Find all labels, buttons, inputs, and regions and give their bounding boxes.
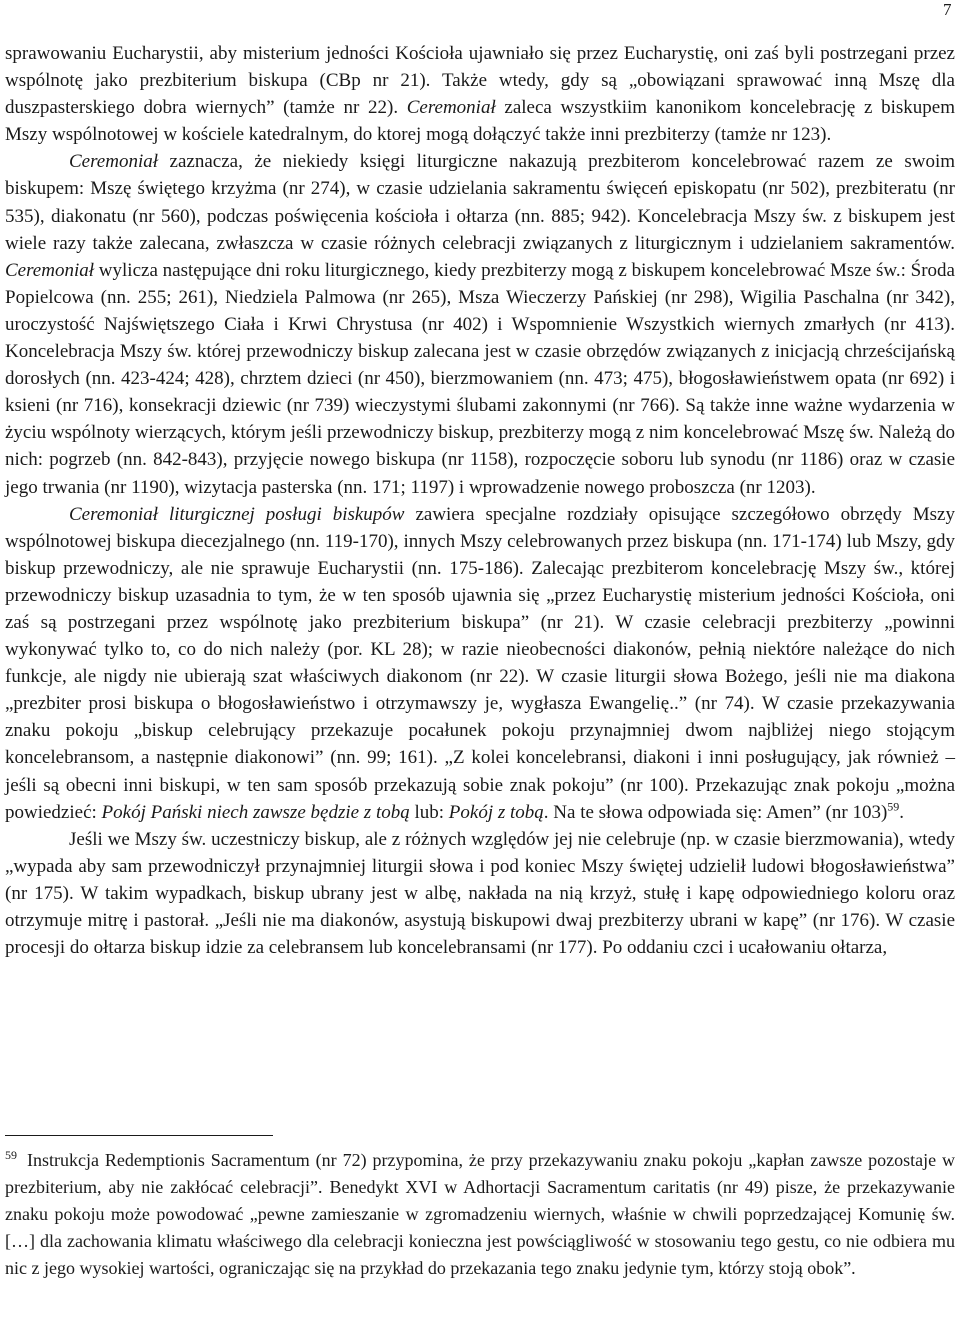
main-text <box>5 40 955 961</box>
text-run: Jeśli we Mszy św. uczestniczy biskup, ale z różnych względów jej nie celebruje (np. w czasie bierzmowania), wtedy „wypada aby sam przewodniczył przynajmniej liturgii słowa i pod koniec Mszy świętej udzielił ludowi błogosławieństwa” (nr 175). W takim wypadkach, biskup ubrany jest w albę, nakłada na nią krzyż, stułę i kapę odpowiedniego koloru oraz otrzymuje mitrę i pastorał. „Jeśli nie ma diakonów, asystują biskupowi dwaj prezbiterzy ubrani w kapę” (nr 176). W czasie procesji do ołtarza biskup idzie za celebransem lub koncelebransami (nr 177). Po oddaniu czci i ucałowaniu ołtarza, <box>5 828 955 959</box>
text-run: wylicza następujące dni roku liturgicznego, kiedy prezbiterzy mogą z biskupem koncelebrować Msze św.: Środa Popielcowa (nn. 255; 261), Niedziela Palmowa (nr 265), Msza Wieczerzy Pańskiej (nr 298), Wigilia Paschalna (nr 342), uroczystość Najświętszego Ciała i Krwi Chrystusa (nr 402) i Wspomnienie Wszystkich wiernych zmarłych (nr 413). Koncelebracja Mszy św. której przewodniczy biskup zalecana jest w czasie obrzędów związanych z inicjacją chrześcijańską dorosłych (nn. 423-424; 428), chrztem dzieci (nr 450), bierzmowaniem (nn. 473; 475), błogosławieństwem opata (nr 692) i ksieni (nr 716), konsekracji dziewic (nr 739) wieczystymi ślubami zakonnymi (nr 766). Są także inne ważne wydarzenia w życiu wspólnoty wierzących, którym jeśli przewodniczy biskup, prezbiterzy mogą z nim koncelebrować Mszę św. Należą do nich: pogrzeb (nn. 842-843), przyjęcie nowego biskupa (nr 1158), rozpoczęcie soboru lub synodu (nr 1186) oraz w czasie jego trwania (nr 1190), wizytacja pasterska (nn. 171; 1197) i wprowadzenie nowego proboszcza (nr 1203). <box>5 259 955 498</box>
italic-text: Ceremoniał <box>69 151 159 173</box>
page-number: 7 <box>943 0 952 19</box>
footnote-number: 59 <box>5 1148 17 1162</box>
italic-text: Pokój Pański niech zawsze będzie z tobą <box>101 801 410 823</box>
text-run: sprawowaniu Eucharystii, aby misterium jedności Kościoła ujawniało się przez Eucharystię, oni zaś byli postrzegani przez wspólnotę jako prezbiterium biskupa (CBp nr 21). Także wtedy, gdy są „obowiązani sprawować inną Mszę dla duszpasterskiego dobra wiernych” (tamże nr 22). <box>5 43 955 119</box>
italic-text: Ceremoniał <box>5 259 95 281</box>
footnote-text: Instrukcja Redemptionis Sacramentum (nr 72) przypomina, że przy przekazywaniu znaku pokoju „kapłan zawsze pozostaje w prezbiterium, aby nie zakłócać celebracji”. Benedykt XVI w Adhortacji Sacramentum caritatis (nr 49) pisze, że przekazywanie znaku pokoju może powodować „pewne zamieszanie w zgromadzeniu wiernych, właśnie w chwili poprzedzającej Komunię św. […] dla zachowania klimatu właściwego dla celebracji konieczna jest powściągliwość w stosowaniu tego gestu, co nie odbiera mu nic z jego wysokiej wartości, ograniczając się na przykład do przekazania tego znaku jedynie tym, którzy stoją obok”. <box>5 1150 955 1278</box>
paragraph <box>5 826 955 961</box>
paragraph <box>5 148 955 500</box>
footnotes <box>5 1147 955 1282</box>
footnote <box>5 1147 955 1282</box>
italic-text: Ceremoniał <box>406 97 496 119</box>
paragraph <box>5 501 955 826</box>
italic-text: Ceremoniał liturgicznej posługi biskupów <box>69 503 405 525</box>
text-run: zawiera specjalne rozdziały opisujące szczegółowo obrzędy Mszy wspólnotowej biskupa diecezjalnego (nn. 119-170), innych Mszy celebrowanych przez biskupa (nn. 171-174) lub Mszy, gdy biskup przewodniczy, ale nie sprawuje Eucharystii (nn. 175-186). Zalecając prezbiterom koncelebrację Mszy św., której przewodniczy biskup uzasadnia to tym, że w ten sposób ujawnia się „przez Eucharystię misterium jedności Kościoła, oni zaś są postrzegani przez wspólnotę jako prezbiterium biskupa” (nr 21). W czasie celebracji prezbiterzy „powinni wykonywać tylko to, co do nich należy (por. KL 28); w razie nieobecności diakonów, pełnią niektóre należące do nich funkcje, ale nigdy nie ubierają szat właściwych diakonom (nr 22). W czasie liturgii słowa Bożego, jeśli nie ma diakona „prezbiter prosi biskupa o błogosławieństwo i otrzymawszy je, wygłasza Ewangelię..” (nr 74). W czasie przekazywania znaku pokoju „biskup celebrujący przekazuje pocałunek pokoju przynajmniej dwom najbliżej niego stojącym koncelebransom, a następnie diakonowi” (nn. 99; 161). „Z kolei koncelebransi, diakoni i inni posługujący, jak również – jeśli są obecni inni biskupi, w ten sam sposób przekazują sobie znak pokoju” (nr 100). Przekazując znak pokoju „można powiedzieć: <box>5 503 955 823</box>
text-run: lub: <box>409 801 449 823</box>
paragraph <box>5 40 955 148</box>
text-run: zaleca wszystkiim kanonikom koncelebrację z biskupem Mszy wspólnotowej w kościele katedralnym, do ktorej mogą dołączyć także inni prezbiterzy (tamże nr 123). <box>5 97 955 146</box>
footnote-separator <box>5 1135 273 1136</box>
italic-text: Pokój z tobą <box>448 801 544 823</box>
footnote-reference: 59 <box>887 799 900 814</box>
text-run: . Na te słowa odpowiada się: Amen” (nr 103) <box>543 801 888 823</box>
text-run: . <box>899 801 905 823</box>
text-run: zaznacza, że niekiedy księgi liturgiczne nakazują prezbiterom koncelebrować razem ze swoim biskupem: Mszę świętego krzyżma (nr 274), w czasie udzielania sakramentu święceń episkopatu (nr 502), prezbiteratu (nr 535), diakonatu (nr 560), podczas poświęcenia kościoła i ołtarza (nn. 885; 942). Koncelebracja Mszy św. z biskupem jest wiele razy także zalecana, zwłaszcza w czasie różnych celebracji związanych z liturgicznym i udzielaniem sakramentów. <box>5 151 955 254</box>
